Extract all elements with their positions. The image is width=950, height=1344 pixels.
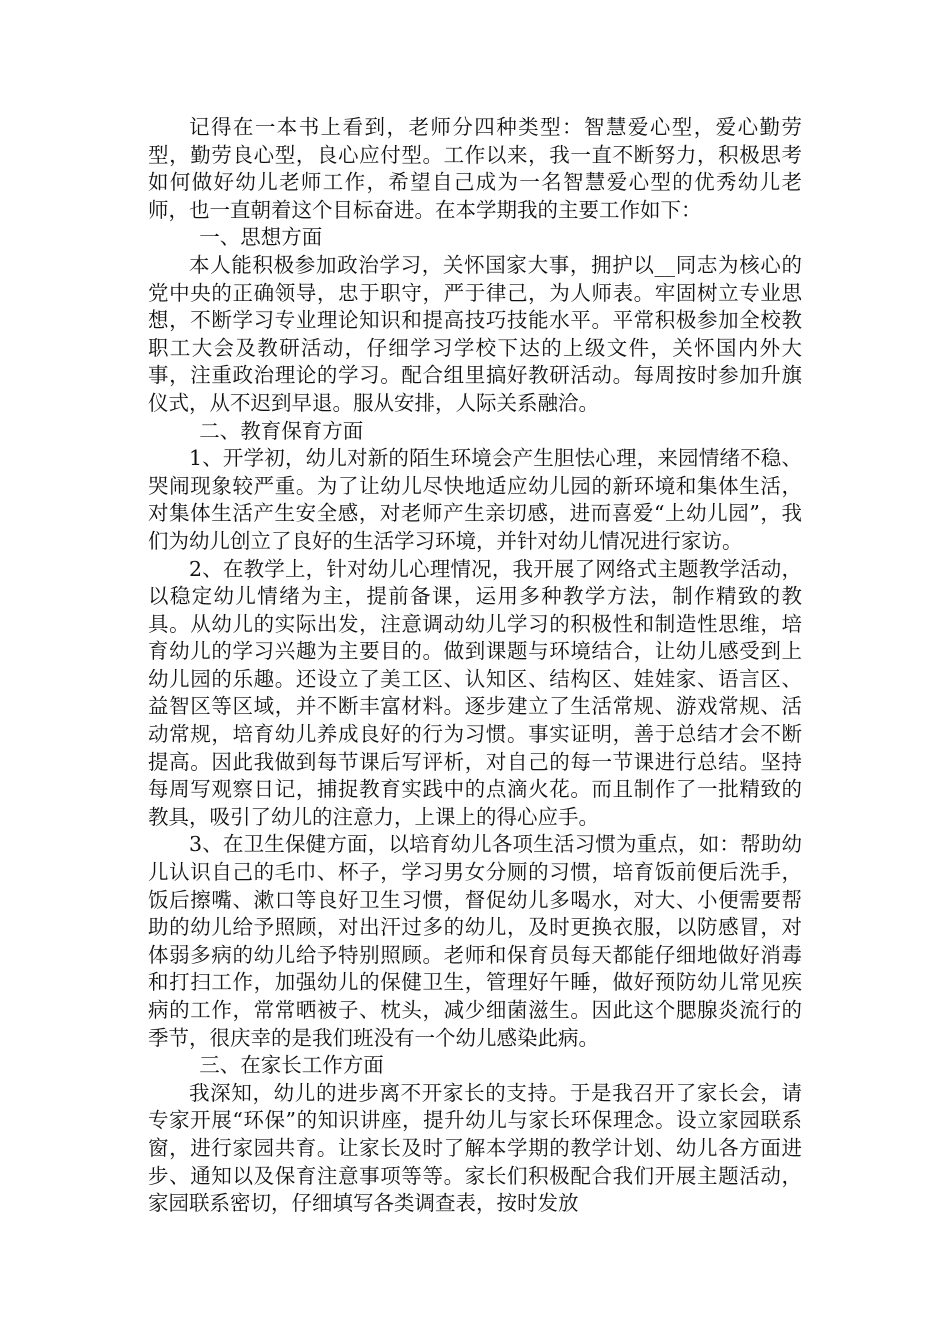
ideology-paragraph: 本人能积极参加政治学习，关怀国家大事，拥护以__同志为核心的党中央的正确领导，忠于职守，严于律己，为人师表。牢固树立专业思想，不断学习专业理论知识和提高技巧技能水平。平常积极参加全校教职工大会及教研活动，仔细学习学校下达的上级文件，关怀国内外大事，注重政治理论的学习。配合组里搞好教研活动。每周按时参加升旗仪式，从不迟到早退。服从安排，人际关系融洽。 xyxy=(148,252,802,415)
section-heading-ideology: 一、思想方面 xyxy=(199,225,323,250)
section-heading-parents: 三、在家长工作方面 xyxy=(199,1053,384,1078)
education-paragraph-2: 2、在教学上，针对幼儿心理情况，我开展了网络式主题教学活动，以稳定幼儿情绪为主，提前备课，运用多种教学方法，制作精致的教具。从幼儿的实际出发，注意调动幼儿学习的积极性和制造性思维，培育幼儿的学习兴趣为主要目的。做到课题与环境结合，让幼儿感受到上幼儿园的乐趣。还设立了美工区、认知区、结构区、娃娃家、语言区、益智区等区域，并不断丰富材料。逐步建立了生活常规、游戏常规、活动常规，培育幼儿养成良好的行为习惯。事实证明，善于总结才会不断提高。因此我做到每节课后写评析，对自己的每一节课进行总结。坚持每周写观察日记，捕捉教育实践中的点滴火花。而且制作了一批精致的教具，吸引了幼儿的注意力，上课上的得心应手。 xyxy=(148,556,802,829)
education-paragraph-1: 1、开学初，幼儿对新的陌生环境会产生胆怯心理，来园情绪不稳、哭闹现象较严重。为了让幼儿尽快地适应幼儿园的新环境和集体生活，对集体生活产生安全感，对老师产生亲切感，进而喜爱“上幼儿园”，我们为幼儿创立了良好的生活学习环境，并针对幼儿情况进行家访。 xyxy=(148,446,802,553)
document-page xyxy=(148,114,802,1218)
parents-paragraph: 我深知，幼儿的进步离不开家长的支持。于是我召开了家长会，请专家开展“环保”的知识讲座，提升幼儿与家长环保理念。设立家园联系窗，进行家园共育。让家长及时了解本学期的教学计划、幼儿各方面进步、通知以及保育注意事项等等。家长们积极配合我们开展主题活动，家园联系密切，仔细填写各类调查表，按时发放 xyxy=(148,1080,802,1216)
intro-paragraph: 记得在一本书上看到，老师分四种类型：智慧爱心型，爱心勤劳型，勤劳良心型，良心应付型。工作以来，我一直不断努力，积极思考如何做好幼儿老师工作，希望自己成为一名智慧爱心型的优秀幼儿老师，也一直朝着这个目标奋进。在本学期我的主要工作如下： xyxy=(148,115,802,222)
education-paragraph-3: 3、在卫生保健方面，以培育幼儿各项生活习惯为重点，如：帮助幼儿认识自己的毛巾、杯子，学习男女分厕的习惯，培育饭前便后洗手，饭后擦嘴、漱口等良好卫生习惯，督促幼儿多喝水，对大、小便需要帮助的幼儿给予照顾，对出汗过多的幼儿，及时更换衣服，以防感冒，对体弱多病的幼儿给予特别照顾。老师和保育员每天都能仔细地做好消毒和打扫工作，加强幼儿的保健卫生，管理好午睡，做好预防幼儿常见疾病的工作，常常晒被子、枕头，减少细菌滋生。因此这个腮腺炎流行的季节，很庆幸的是我们班没有一个幼儿感染此病。 xyxy=(148,832,802,1050)
section-heading-education: 二、教育保育方面 xyxy=(199,418,364,443)
